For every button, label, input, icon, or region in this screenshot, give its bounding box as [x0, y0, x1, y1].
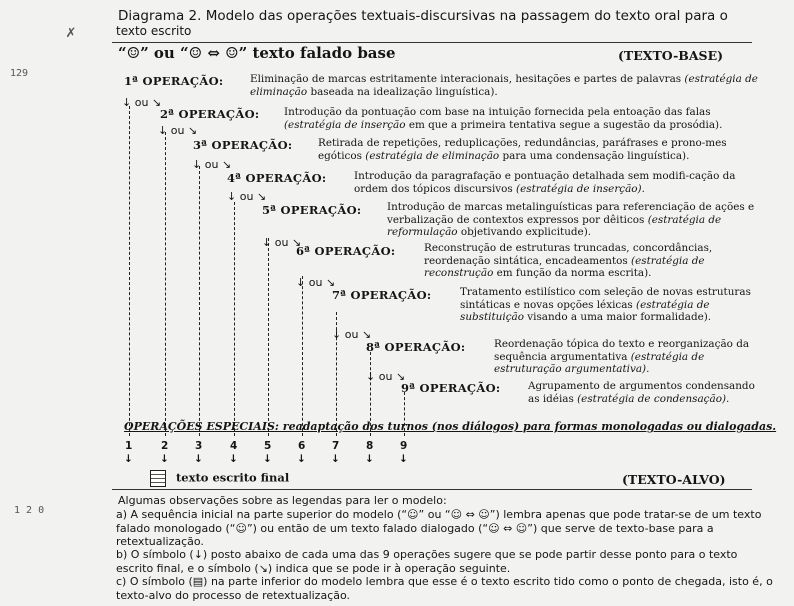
- operation-8-desc: Reordenação tópica do texto e reorganização da sequência argumentativa (estratégia de estruturação argumentativa).: [494, 338, 750, 376]
- down-arrow-icon: ↓: [263, 453, 272, 465]
- down-arrow-icon: ↓: [365, 453, 374, 465]
- operation-9-label: 9ª OPERAÇÃO:: [401, 381, 501, 395]
- operation-3-desc: Retirada de repetições, reduplicações, redundâncias, paráfrases e prono-mes egóticos (estratégia de eliminação para uma condensação linguística).: [318, 137, 727, 162]
- observation-b: b) O símbolo (↓) posto abaixo de cada uma das 9 operações sugere que se pode partir desse ponto para o texto escrito final, e o símbolo (↘) indica que se pode ir à operação seguinte.: [116, 548, 738, 575]
- down-arrow-icon: ↓: [399, 453, 408, 465]
- flow-line-6: [302, 276, 303, 436]
- down-arrow-icon: ↓: [160, 453, 169, 465]
- flow-line-3: [199, 166, 200, 436]
- operation-7-desc: Tratamento estilístico com seleção de novas estruturas sintáticas e novas opções léxicas (estratégia de substituição visando a uma maior formalidade).: [460, 286, 751, 324]
- flow-line-2: [165, 132, 166, 436]
- number-2: 2: [161, 440, 169, 452]
- bottom-divider: [112, 489, 752, 490]
- texto-alvo-footer: texto escrito final: [150, 470, 289, 487]
- operation-7-label: 7ª OPERAÇÃO:: [332, 288, 432, 302]
- operation-3-label: 3ª OPERAÇÃO:: [193, 138, 293, 152]
- number-6: 6: [298, 440, 306, 452]
- operation-4-desc: Introdução da paragrafação e pontuação detalhada sem modifi-cação da ordem dos tópicos discursivos (estratégia de inserção).: [354, 170, 736, 195]
- flow-line-5: [268, 238, 269, 436]
- down-arrow-icon: ↓: [331, 453, 340, 465]
- number-9: 9: [400, 440, 408, 452]
- down-or-next-arrow: ↓ ou ↘: [158, 124, 198, 137]
- down-arrow-icon: ↓: [194, 453, 203, 465]
- texto-alvo-label: (TEXTO-ALVO): [622, 472, 726, 487]
- down-arrow-icon: ↓: [297, 453, 306, 465]
- down-or-next-arrow: ↓ ou ↘: [332, 328, 372, 341]
- operation-9-desc: Agrupamento de argumentos condensando as idéias (estratégia de condensação).: [528, 380, 755, 405]
- diagram-title: Diagrama 2. Modelo das operações textuais-discursivas na passagem do texto oral para o: [118, 8, 728, 24]
- operation-8-label: 8ª OPERAÇÃO:: [366, 340, 466, 354]
- down-or-next-arrow: ↓ ou ↘: [366, 370, 406, 383]
- number-7: 7: [332, 440, 340, 452]
- top-divider: [112, 42, 752, 43]
- operacoes-especiais: OPERAÇÕES ESPECIAIS: readaptação dos turnos (nos diálogos) para formas monologadas ou dialogadas.: [124, 420, 777, 433]
- texto-base-header: “☺” ou “☺ ⇔ ☺” texto falado base: [118, 44, 396, 62]
- down-arrow-icon: ↓: [124, 453, 133, 465]
- margin-note: 129: [10, 68, 29, 79]
- down-arrow-icon: ↓: [229, 453, 238, 465]
- operation-2-label: 2ª OPERAÇÃO:: [160, 107, 260, 121]
- operation-4-label: 4ª OPERAÇÃO:: [227, 171, 327, 185]
- operation-6-label: 6ª OPERAÇÃO:: [296, 244, 396, 258]
- observation-a: a) A sequência inicial na parte superior do modelo (“☺” ou “☺ ⇔ ☺”) lembra apenas que pode tratar-se de um texto falado monologado (“☺”) ou então de um texto falado dialogado (“☺ ⇔ ☺”) que serve de texto-base para a retextualização.: [116, 508, 762, 548]
- margin-note: 1 2 0: [14, 505, 45, 516]
- operation-5-label: 5ª OPERAÇÃO:: [262, 203, 362, 217]
- operation-1-label: 1ª OPERAÇÃO:: [124, 74, 224, 88]
- observations-intro: Algumas observações sobre as legendas para ler o modelo:: [118, 494, 447, 507]
- flow-line-4: [234, 202, 235, 436]
- operation-5-desc: Introdução de marcas metalinguísticas para referenciação de ações e verbalização de contextos expressos por dêiticos (estratégia de reformulação objetivando explicitude).: [387, 201, 755, 239]
- operation-2-desc: Introdução da pontuação com base na intuição fornecida pela entoação das falas (estratégia de inserção em que a primeira tentativa segue a sugestão da prosódia).: [284, 106, 723, 131]
- number-1: 1: [125, 440, 133, 452]
- observation-c: c) O símbolo (▤) na parte inferior do modelo lembra que esse é o texto escrito tido como o ponto de chegada, isto é, o texto-alvo do processo de retextualização.: [116, 575, 773, 602]
- diagram-title-cont: texto escrito: [116, 24, 192, 38]
- down-or-next-arrow: ↓ ou ↘: [227, 190, 267, 203]
- down-or-next-arrow: ↓ ou ↘: [262, 236, 302, 249]
- number-5: 5: [264, 440, 272, 452]
- number-3: 3: [195, 440, 203, 452]
- number-8: 8: [366, 440, 374, 452]
- down-or-next-arrow: ↓ ou ↘: [296, 276, 336, 289]
- operation-1-desc: Eliminação de marcas estritamente interacionais, hesitações e partes de palavras (estratégia de eliminação baseada na idealização linguística).: [250, 73, 758, 98]
- down-or-next-arrow: ↓ ou ↘: [192, 158, 232, 171]
- down-or-next-arrow: ↓ ou ↘: [122, 96, 162, 109]
- texto-base-label: (TEXTO-BASE): [618, 48, 724, 63]
- flow-line-1: [129, 106, 130, 436]
- number-4: 4: [230, 440, 238, 452]
- margin-mark: ✗: [66, 22, 76, 41]
- document-icon: [150, 470, 166, 487]
- operation-6-desc: Reconstrução de estruturas truncadas, concordâncias, reordenação sintática, encadeamentos (estratégia de reconstrução em função da norma escrita).: [424, 242, 713, 280]
